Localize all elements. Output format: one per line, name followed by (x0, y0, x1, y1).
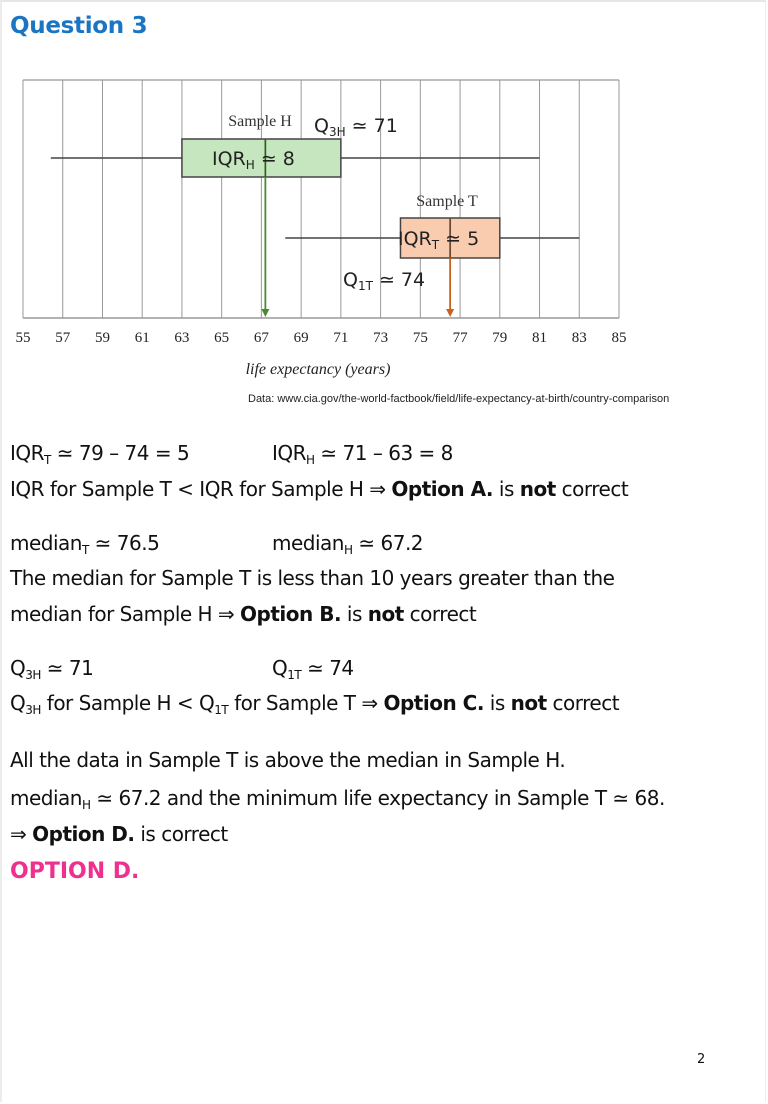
question-title: Question 3 (10, 13, 148, 39)
box-plot-sample-h (51, 113, 540, 317)
x-tick-label: 75 (412, 330, 428, 346)
iqr-label: $IQR_T$ ≃ 5 (398, 228, 480, 252)
sample-name-label: Sample H (228, 113, 292, 130)
option-d-statement: All the data in Sample T is above the median in Sample H. (10, 748, 566, 772)
box-plot-sample-t (285, 193, 579, 317)
iqr-label: $IQR_H$ ≃ 8 (212, 148, 295, 172)
x-axis-label: life expectancy (years) (245, 361, 391, 378)
x-tick-label: 81 (532, 330, 548, 346)
quartile-annotation: $Q_{1T}$ ≃ 74 (343, 269, 426, 293)
median-arrow-head (261, 309, 269, 317)
option-b-reason: The median for Sample T is less than 10 years greater than the (10, 566, 615, 590)
quartile-annotation: $Q_{3H}$ ≃ 71 (314, 115, 398, 139)
median-values-line: median$_T$ ≃ 76.5 median$_H$ ≃ 67.2 (10, 531, 424, 557)
page-number: 2 (697, 1052, 706, 1067)
quartile-values-line: $Q_{3H}$ ≃ 71 $Q_{1T}$ ≃ 74 (10, 656, 354, 682)
x-tick-label: 65 (214, 330, 230, 346)
box-plot-chart (0, 70, 640, 380)
x-axis-ticks (16, 330, 627, 346)
option-d-reason: median$_H$ ≃ 67.2 and the minimum life expectancy in Sample T ≃ 68. (10, 786, 665, 812)
option-a-conclusion: IQR for Sample T < IQR for Sample H ⇒ Option A. is not correct (10, 477, 629, 501)
x-tick-label: 71 (333, 330, 349, 346)
data-source-note: Data: www.cia.gov/the-world-factbook/field/life-expectancy-at-birth/country-comparison (248, 393, 670, 405)
x-tick-label: 85 (611, 330, 627, 346)
option-c-conclusion: $Q_{3H}$ for Sample $H < Q_{1T}$ for Sample T ⇒ Option C. is not correct (10, 691, 620, 717)
final-answer: OPTION D. (10, 859, 140, 884)
x-tick-label: 73 (373, 330, 389, 346)
option-d-conclusion: ⇒ Option D. is correct (10, 822, 228, 846)
iqr-values-line: $IQR_T$ ≃ 79 – 74 = 5 $IQR_H$ ≃ 71 – 63 = 8 (10, 441, 453, 467)
x-tick-label: 55 (15, 330, 31, 346)
x-tick-label: 57 (55, 330, 71, 346)
median-arrow-head (446, 309, 454, 317)
x-tick-label: 79 (492, 330, 508, 346)
x-tick-label: 83 (571, 330, 587, 346)
x-tick-label: 61 (134, 330, 150, 346)
x-tick-label: 69 (293, 330, 309, 346)
x-tick-label: 59 (94, 330, 110, 346)
option-b-conclusion: median for Sample H ⇒ Option B. is not correct (10, 602, 477, 626)
x-tick-label: 77 (452, 330, 468, 346)
sample-name-label: Sample T (416, 193, 478, 210)
x-tick-label: 63 (174, 330, 190, 346)
x-tick-label: 67 (253, 330, 269, 346)
